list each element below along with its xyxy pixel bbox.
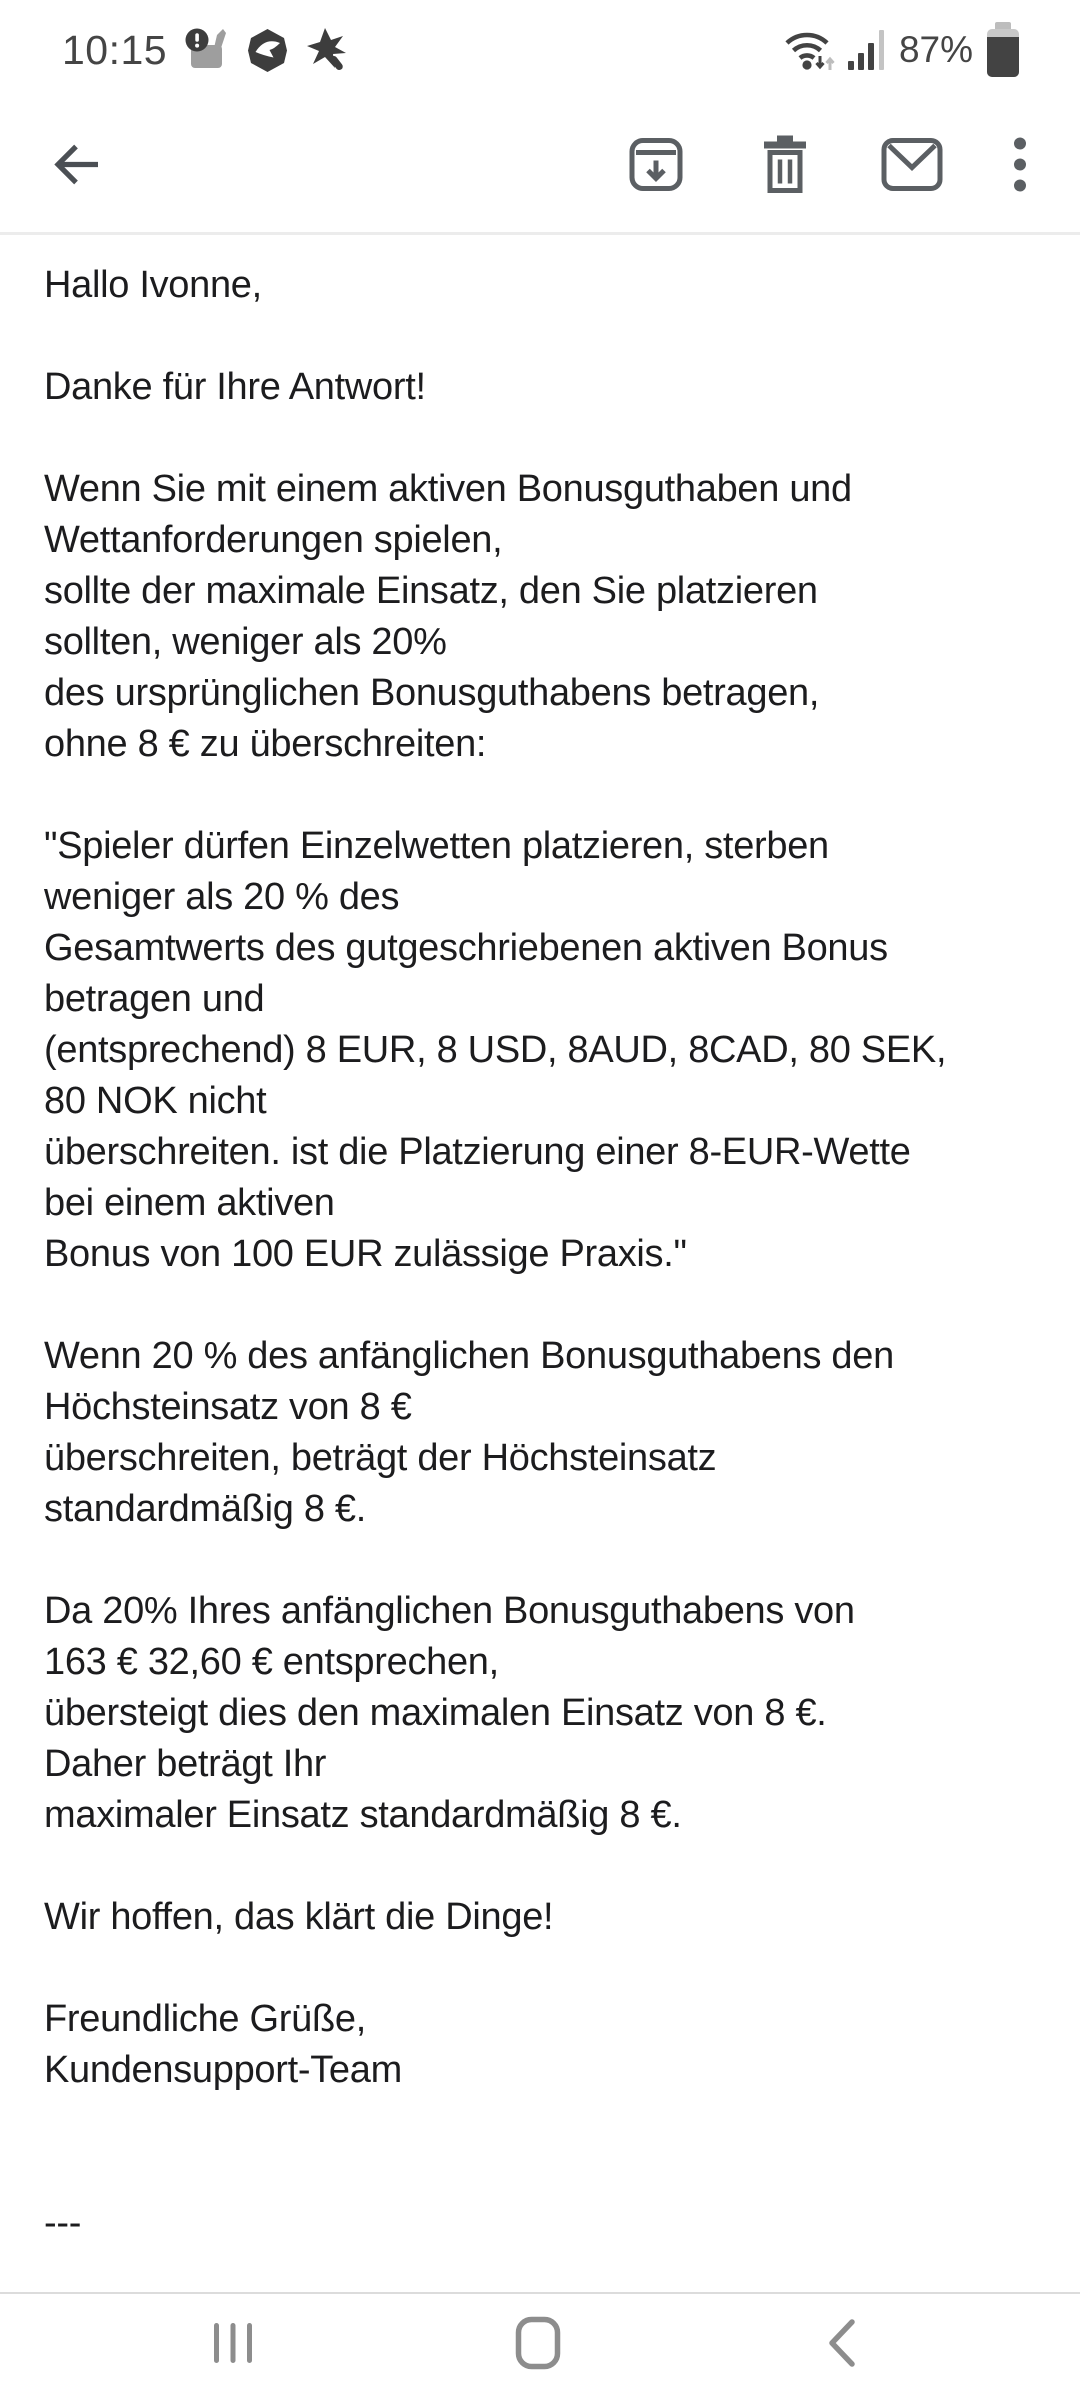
email-body-line: --- xyxy=(44,2202,82,2244)
email-body-line: übersteigt dies den maximalen Einsatz von 8 €. xyxy=(44,1692,827,1734)
home-icon xyxy=(515,2316,561,2373)
mark-unread-button[interactable] xyxy=(881,138,943,195)
email-body-line: Daher beträgt Ihr xyxy=(44,1743,327,1785)
email-body-line: Hallo Ivonne, xyxy=(44,264,262,306)
email-body-line: überschreiten, beträgt der Höchsteinsatz xyxy=(44,1437,717,1479)
email-body-line xyxy=(44,1535,1070,1586)
email-body-line: standardmäßig 8 €. xyxy=(44,1488,366,1530)
more-options-button[interactable] xyxy=(1013,136,1027,197)
email-body-line: Wenn Sie mit einem aktiven Bonusguthaben und xyxy=(44,468,852,510)
back-nav-button[interactable] xyxy=(798,2294,884,2394)
email-body-line: sollten, weniger als 20% xyxy=(44,621,447,663)
email-body[interactable] xyxy=(0,235,1080,2292)
email-body-line xyxy=(44,2096,1070,2147)
email-body-line: Höchsteinsatz von 8 € xyxy=(44,1386,412,1428)
email-body-line: Kundensupport-Team xyxy=(44,2049,402,2091)
hexagon-badge-notification-icon xyxy=(245,28,290,73)
battery-icon xyxy=(984,22,1022,79)
navigation-bar xyxy=(0,2294,1080,2400)
email-body-line: Gesamtwerts des gutgeschriebenen aktiven Bonus xyxy=(44,927,888,969)
email-body-line: überschreiten. ist die Platzierung einer 8-EUR-Wette xyxy=(44,1131,911,1173)
back-arrow-icon xyxy=(44,136,102,197)
email-body-line xyxy=(44,1841,1070,1892)
email-body-line xyxy=(44,2147,1070,2198)
signal-strength-icon xyxy=(848,28,886,72)
back-button[interactable] xyxy=(44,136,102,197)
battery-percentage: 87% xyxy=(898,29,973,70)
warning-notification-icon xyxy=(184,28,230,72)
email-body-line: 80 NOK nicht xyxy=(44,1080,267,1122)
email-body-line: Da 20% Ihres anfänglichen Bonusguthabens von xyxy=(44,1590,855,1632)
wifi-icon xyxy=(783,26,837,74)
trash-icon xyxy=(760,136,810,197)
status-bar xyxy=(0,0,1080,100)
email-body-line: Wettanforderungen spielen, xyxy=(44,519,503,561)
email-body-line: (entsprechend) 8 EUR, 8 USD, 8AUD, 8CAD, 80 SEK, xyxy=(44,1029,947,1071)
email-body-line xyxy=(44,770,1070,821)
email-body-line: bei einem aktiven xyxy=(44,1182,335,1224)
email-body-line: sollte der maximale Einsatz, den Sie platzieren xyxy=(44,570,818,612)
email-toolbar xyxy=(0,100,1080,232)
email-body-line: betragen und xyxy=(44,978,265,1020)
email-body-line: Freundliche Grüße, xyxy=(44,1998,366,2040)
email-body-line: 163 € 32,60 € entsprechen, xyxy=(44,1641,499,1683)
email-body-line: Danke für Ihre Antwort! xyxy=(44,366,426,408)
email-body-line: Wir hoffen, das klärt die Dinge! xyxy=(44,1896,554,1938)
email-body-line: Wenn 20 % des anfänglichen Bonusguthabens den xyxy=(44,1335,894,1377)
status-bar-right xyxy=(783,22,1022,79)
email-body-line: maximaler Einsatz standardmäßig 8 €. xyxy=(44,1794,682,1836)
email-body-line: "Spieler dürfen Einzelwetten platzieren, sterben xyxy=(44,825,829,867)
email-body-line xyxy=(44,1280,1070,1331)
email-body-line: ohne 8 € zu überschreiten: xyxy=(44,723,487,765)
recent-apps-button[interactable] xyxy=(190,2294,276,2394)
email-body-line: weniger als 20 % des xyxy=(44,876,400,918)
status-bar-left xyxy=(62,27,350,74)
recent-apps-icon xyxy=(212,2321,254,2368)
email-body-line xyxy=(44,311,1070,362)
more-vert-icon xyxy=(1013,136,1027,197)
email-body-line: des ursprünglichen Bonusguthabens betragen, xyxy=(44,672,820,714)
envelope-icon xyxy=(881,138,943,195)
email-body-line: Bonus von 100 EUR zulässige Praxis." xyxy=(44,1233,687,1275)
email-body-line xyxy=(44,1943,1070,1994)
archive-icon xyxy=(627,136,685,197)
status-time: 10:15 xyxy=(62,26,168,73)
back-chevron-icon xyxy=(826,2319,856,2370)
email-body-line xyxy=(44,413,1070,464)
home-button[interactable] xyxy=(495,2294,581,2394)
star-notification-icon xyxy=(305,27,350,74)
archive-button[interactable] xyxy=(627,136,685,197)
delete-button[interactable] xyxy=(760,136,810,197)
